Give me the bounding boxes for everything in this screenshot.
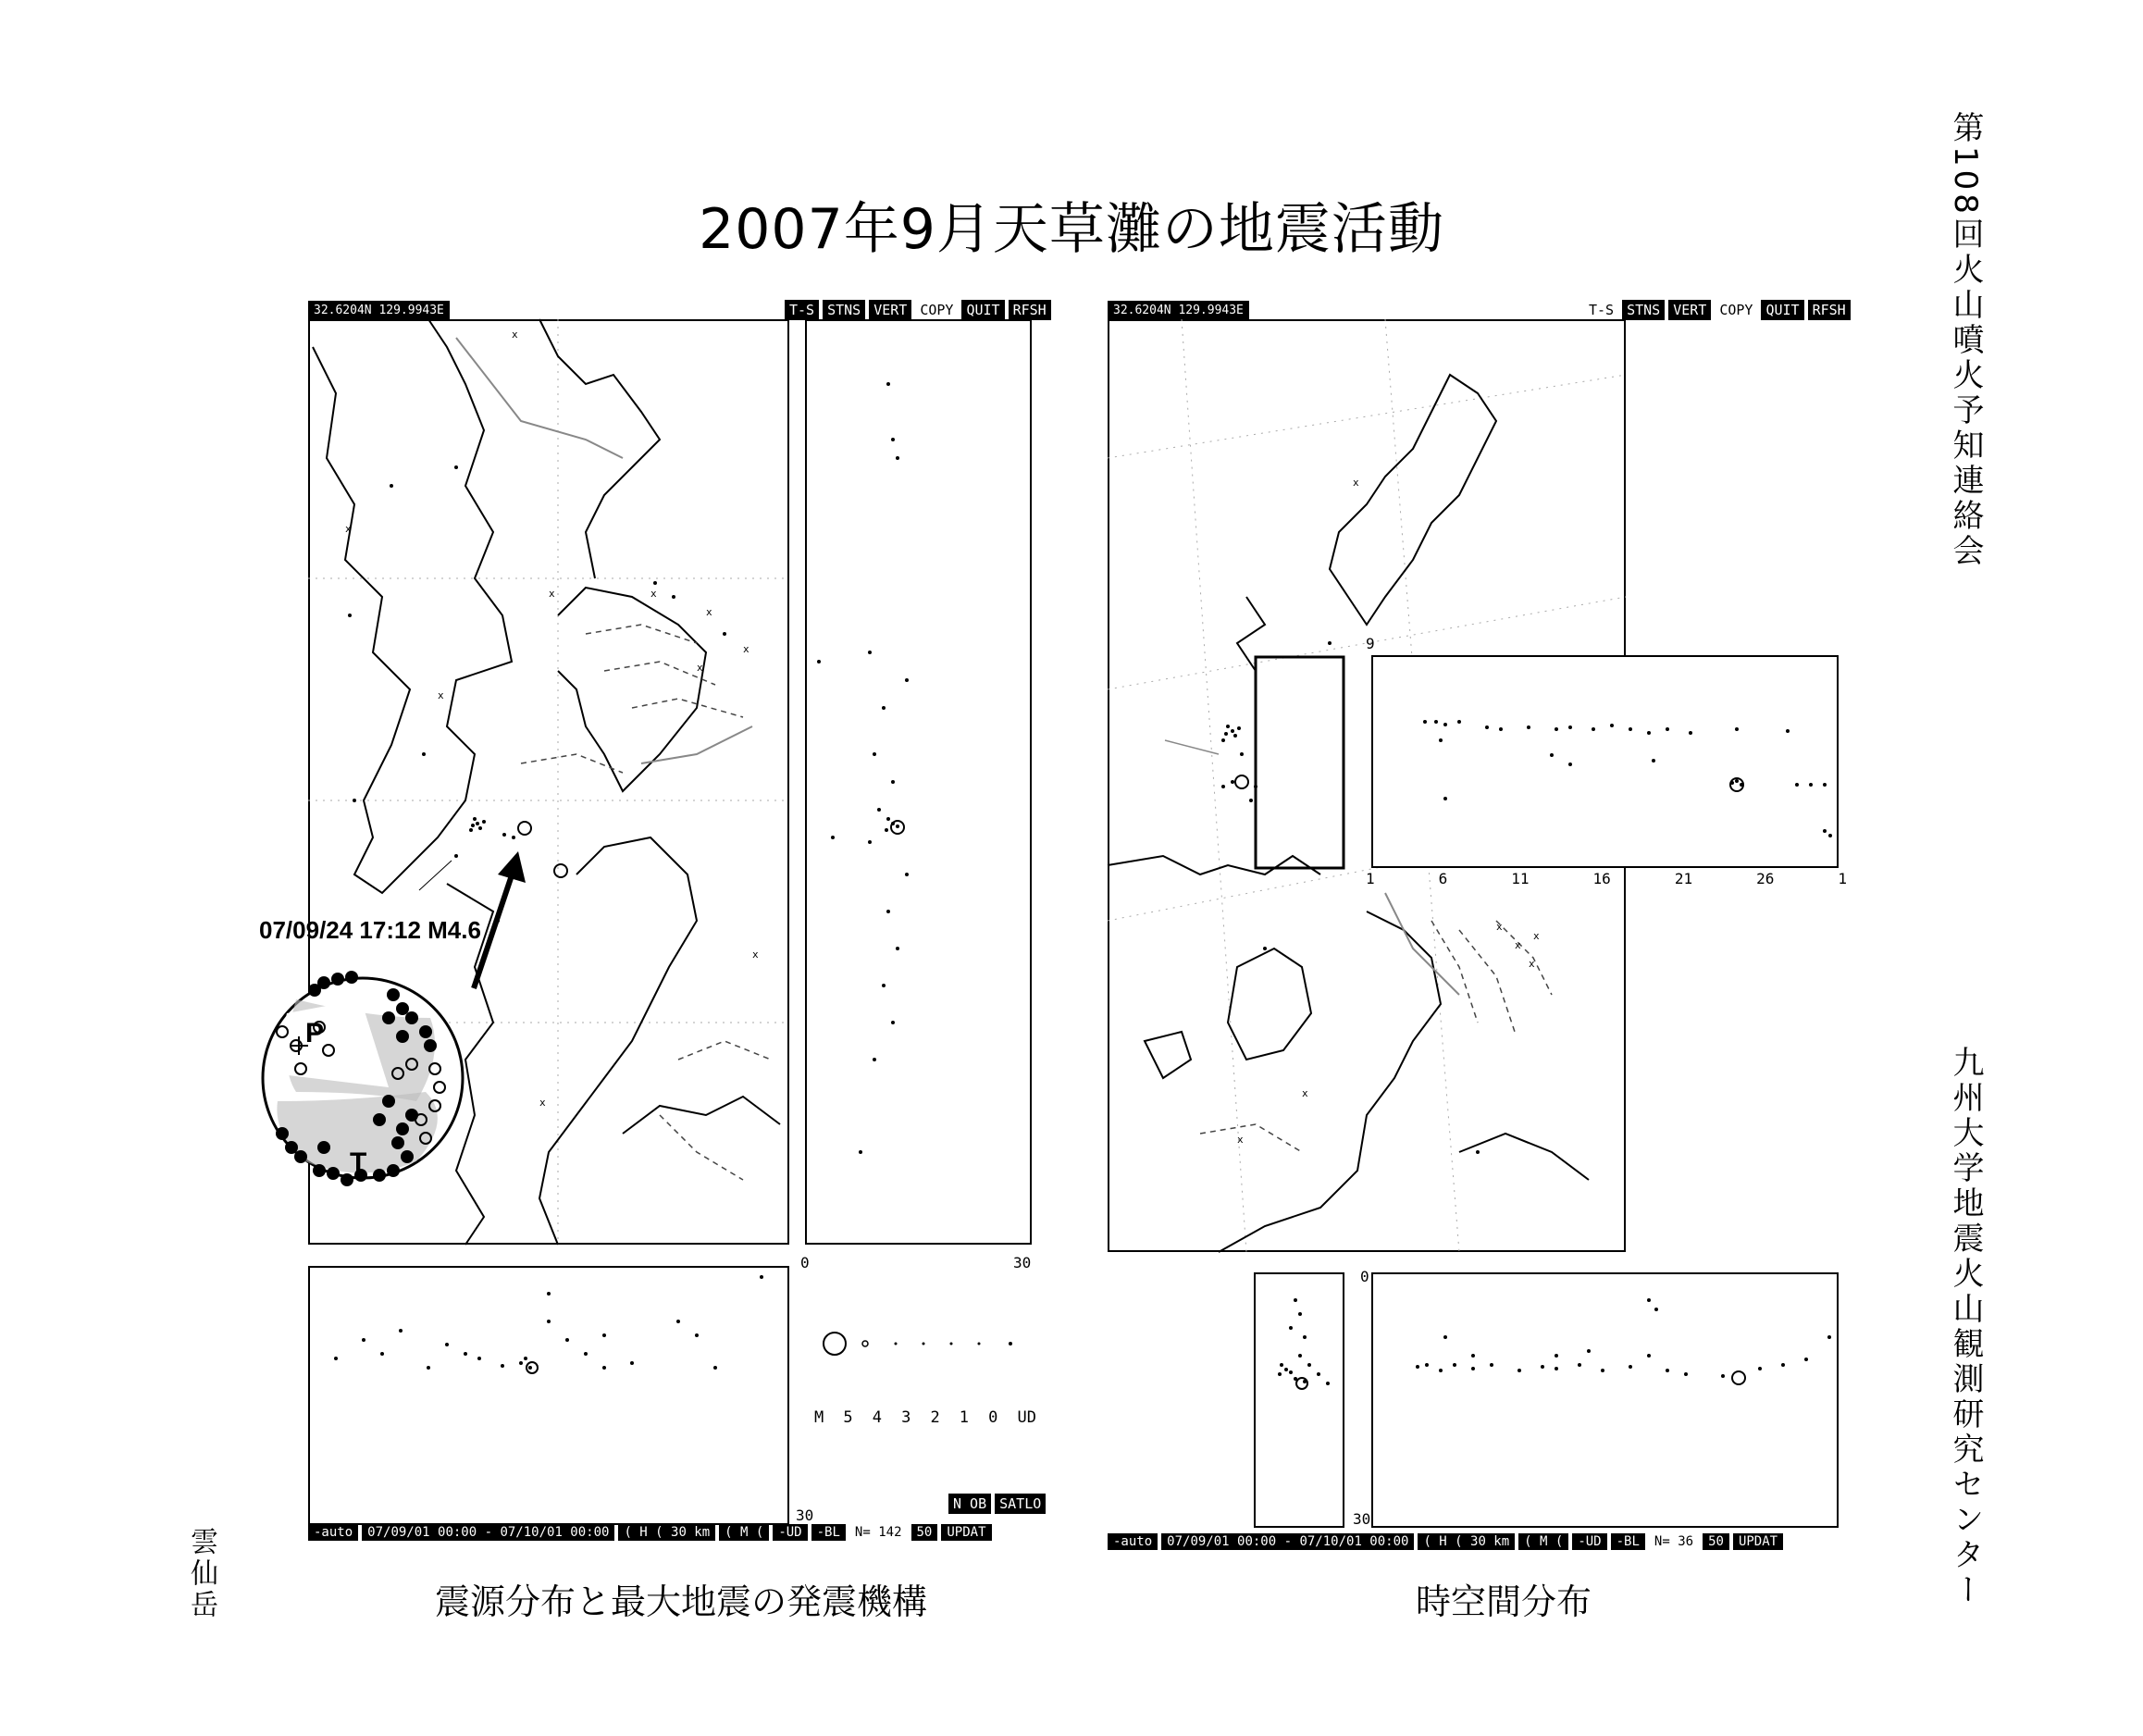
right-count: N= 36: [1649, 1533, 1699, 1550]
time-tick: 16: [1592, 870, 1611, 887]
left-auto-button[interactable]: -auto: [308, 1524, 358, 1541]
right-h-filter[interactable]: ( H ( 30 km: [1418, 1533, 1515, 1550]
svg-text:x: x: [1237, 1134, 1244, 1146]
right-depth-axis-bottom: 30: [1353, 1510, 1371, 1528]
right-limit[interactable]: 50: [1703, 1533, 1729, 1550]
right-copy-button[interactable]: COPY: [1719, 302, 1753, 318]
page-title: 2007年9月天草灘の地震活動: [699, 197, 1444, 262]
left-rfsh-button[interactable]: RFSH: [1009, 300, 1051, 320]
right-bl-filter[interactable]: -BL: [1611, 1533, 1645, 1550]
right-status-bar: [1108, 1531, 1783, 1552]
right-depth-axis-top: 0: [1360, 1268, 1369, 1285]
right-period: 07/09/01 00:00 - 07/10/01 00:00: [1161, 1533, 1414, 1550]
svg-text:x: x: [1533, 930, 1540, 942]
mechanism-label: 07/09/24 17:12 M4.6: [259, 916, 481, 944]
right-m-filter[interactable]: ( M (: [1518, 1533, 1568, 1550]
left-column-axis-start: 0: [800, 1254, 810, 1271]
left-quit-button[interactable]: QUIT: [961, 300, 1004, 320]
left-period: 07/09/01 00:00 - 07/10/01 00:00: [362, 1524, 614, 1541]
left-count: N= 142: [849, 1524, 908, 1541]
time-axis-top-label: 9: [1366, 635, 1375, 652]
svg-text:x: x: [1302, 1087, 1308, 1099]
left-section-depth-max: 30: [796, 1507, 814, 1524]
svg-text:x: x: [650, 588, 657, 600]
left-bl-filter[interactable]: -BL: [811, 1524, 846, 1541]
time-tick: 6: [1438, 870, 1448, 887]
svg-text:x: x: [706, 606, 712, 618]
left-cross-section: [308, 1266, 789, 1525]
nob-button[interactable]: N OB: [948, 1494, 991, 1514]
time-tick: 11: [1511, 870, 1530, 887]
right-caption: 時空間分布: [1416, 1581, 1592, 1622]
left-depth-column: [805, 319, 1032, 1245]
mag-4: 4: [872, 1408, 882, 1427]
svg-text:x: x: [539, 1097, 546, 1109]
svg-text:x: x: [1515, 939, 1521, 951]
right-update-button[interactable]: UPDAT: [1733, 1533, 1783, 1550]
p-axis-label: P: [305, 1018, 325, 1048]
svg-text:x: x: [1496, 921, 1503, 933]
time-space-upper-plot: [1371, 655, 1839, 868]
svg-text:x: x: [1529, 958, 1535, 970]
mag-label: M: [814, 1408, 824, 1427]
left-option-buttons: [948, 1492, 1046, 1516]
volcano-label: 雲仙岳: [185, 1527, 217, 1621]
time-tick: 1: [1838, 870, 1847, 887]
svg-text:x: x: [1353, 477, 1359, 489]
magnitude-scale-labels: [814, 1408, 1036, 1427]
left-status-bar: [308, 1522, 992, 1543]
institution-label: 九州大学地震火山観測研究センター: [1947, 1046, 1984, 1608]
mag-2: 2: [930, 1408, 940, 1427]
left-copy-button[interactable]: COPY: [920, 302, 954, 318]
right-quit-button[interactable]: QUIT: [1761, 300, 1803, 320]
svg-text:x: x: [438, 689, 444, 701]
right-ts-button[interactable]: T-S: [1589, 302, 1615, 318]
svg-text:x: x: [512, 329, 518, 341]
left-ud-filter[interactable]: -UD: [773, 1524, 807, 1541]
left-column-axis-end: 30: [1013, 1254, 1032, 1271]
t-axis-label: T: [350, 1147, 367, 1178]
meeting-label: 第108回火山噴火予知連絡会: [1947, 111, 1984, 569]
right-vert-button[interactable]: VERT: [1668, 300, 1711, 320]
right-rfsh-button[interactable]: RFSH: [1808, 300, 1851, 320]
svg-text:x: x: [345, 523, 352, 535]
time-depth-plot: [1371, 1272, 1839, 1528]
left-ts-button[interactable]: T-S: [785, 300, 819, 320]
satlo-button[interactable]: SATLO: [995, 1494, 1046, 1514]
left-m-filter[interactable]: ( M (: [719, 1524, 769, 1541]
left-vert-button[interactable]: VERT: [869, 300, 911, 320]
left-limit[interactable]: 50: [911, 1524, 938, 1541]
left-caption: 震源分布と最大地震の発震機構: [435, 1581, 928, 1622]
right-auto-button[interactable]: -auto: [1108, 1533, 1158, 1550]
mag-0: 0: [988, 1408, 998, 1427]
mag-1: 1: [959, 1408, 970, 1427]
left-coord-label: 32.6204N 129.9943E: [308, 301, 450, 320]
left-h-filter[interactable]: ( H ( 30 km: [618, 1524, 715, 1541]
right-stns-button[interactable]: STNS: [1622, 300, 1665, 320]
svg-text:x: x: [549, 588, 555, 600]
mag-ud: UD: [1017, 1408, 1036, 1427]
svg-text:x: x: [697, 662, 703, 674]
right-small-depth-section: [1254, 1272, 1344, 1528]
left-update-button[interactable]: UPDAT: [941, 1524, 991, 1541]
time-axis-ticks: [1366, 870, 1847, 887]
right-ud-filter[interactable]: -UD: [1572, 1533, 1606, 1550]
right-coord-label: 32.6204N 129.9943E: [1108, 301, 1249, 320]
magnitude-scale-symbols: [814, 1323, 1027, 1360]
mag-3: 3: [901, 1408, 911, 1427]
time-tick: 1: [1366, 870, 1375, 887]
svg-text:x: x: [743, 643, 749, 655]
time-tick: 21: [1674, 870, 1693, 887]
mag-5: 5: [843, 1408, 853, 1427]
time-tick: 26: [1756, 870, 1775, 887]
svg-text:x: x: [752, 949, 759, 961]
left-stns-button[interactable]: STNS: [823, 300, 865, 320]
